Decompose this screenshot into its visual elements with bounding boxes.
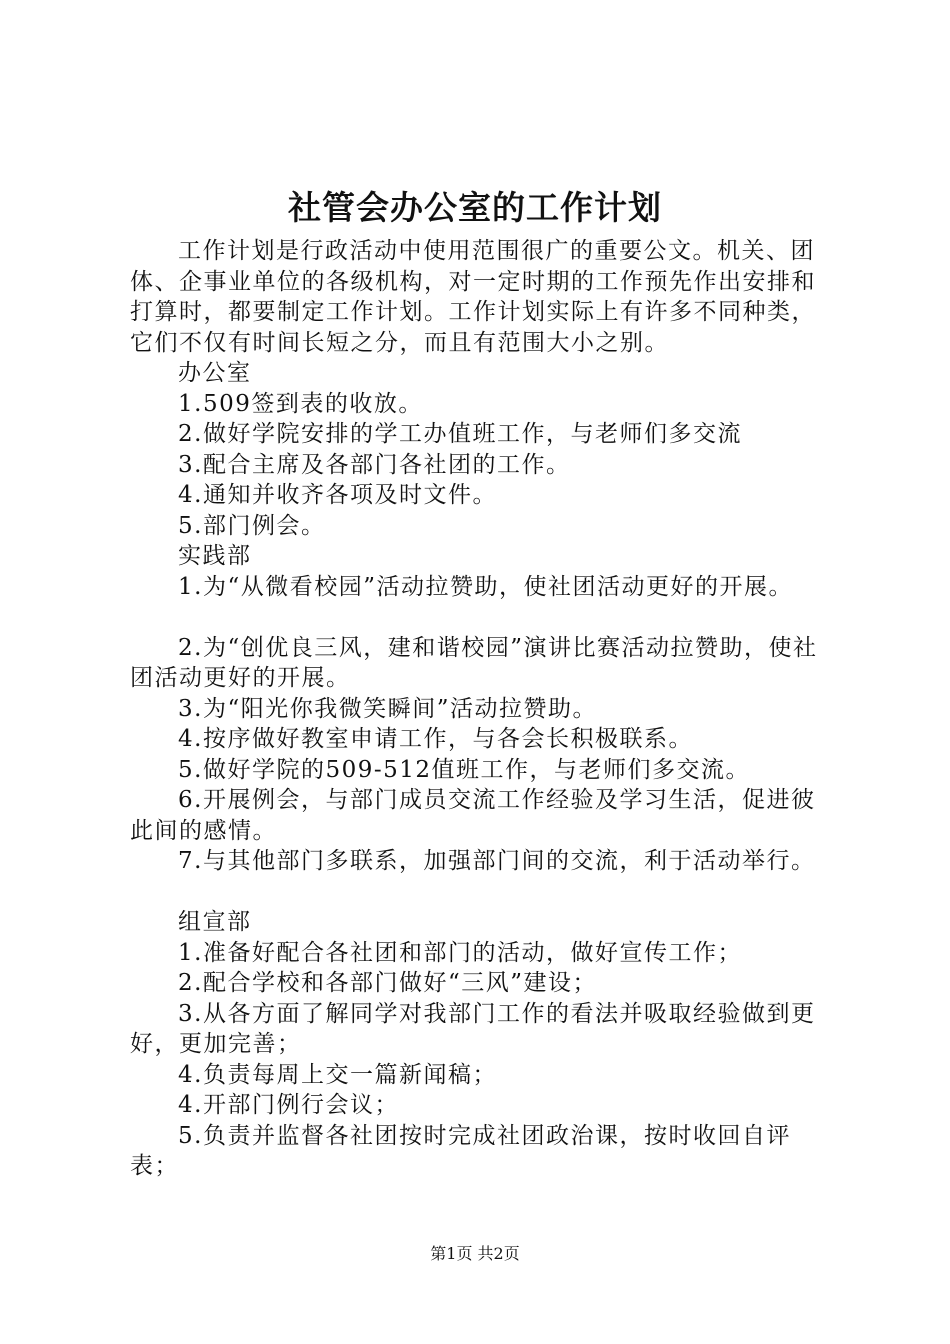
document-body <box>130 236 830 1182</box>
section-heading-publicity: 组宣部 <box>178 909 252 935</box>
section-heading-practice: 实践部 <box>178 543 252 569</box>
office-item-4: 4.通知并收齐各项及时文件。 <box>178 482 497 508</box>
publicity-item-5: 4.开部门例行会议； <box>178 1092 399 1118</box>
page-footer: 第1页 共2页 <box>430 1244 520 1263</box>
office-item-3: 3.配合主席及各部门各社团的工作。 <box>178 451 571 478</box>
publicity-item-6: 5.负责并监督各社团按时完成社团政治课，按时收回自评表； <box>130 1122 791 1179</box>
publicity-item-4: 4.负责每周上交一篇新闻稿； <box>178 1061 497 1088</box>
office-item-5: 5.部门例会。 <box>178 512 326 539</box>
intro-paragraph: 工作计划是行政活动中使用范围很广的重要公文。机关、团体、企事业单位的各级机构，对一定时期的工作预先作出安排和打算时，都要制定工作计划。工作计划实际上有许多不同种类，它们不仅有时间长短之分，而且有范围大小之别。 <box>130 238 816 356</box>
document-title: 社管会办公室的工作计划 <box>288 188 662 227</box>
publicity-item-1: 1.准备好配合各社团和部门的活动，做好宣传工作； <box>178 939 742 966</box>
practice-item-3: 3.为“阳光你我微笑瞬间”活动拉赞助。 <box>178 695 597 722</box>
office-item-1: 1.509签到表的收放。 <box>178 390 423 417</box>
practice-item-7: 7.与其他部门多联系，加强部门间的交流，利于活动举行。 <box>178 848 816 874</box>
paragraph-gap <box>130 877 830 908</box>
publicity-item-3: 3.从各方面了解同学对我部门工作的看法并吸取经验做到更好，更加完善； <box>130 1000 816 1057</box>
office-item-2: 2.做好学院安排的学工办值班工作，与老师们多交流 <box>178 421 742 447</box>
paragraph-gap <box>130 602 830 633</box>
practice-item-2: 2.为“创优良三风，建和谐校园”演讲比赛活动拉赞助，使社团活动更好的开展。 <box>130 634 818 691</box>
practice-item-5: 5.做好学院的509-512值班工作，与老师们多交流。 <box>178 756 751 783</box>
practice-item-4: 4.按序做好教室申请工作，与各会长积极联系。 <box>178 726 693 752</box>
practice-item-6: 6.开展例会，与部门成员交流工作经验及学习生活，促进彼此间的感情。 <box>130 787 816 844</box>
publicity-item-2: 2.配合学校和各部门做好“三风”建设； <box>178 970 597 996</box>
practice-item-1: 1.为“从微看校园”活动拉赞助，使社团活动更好的开展。 <box>178 573 793 600</box>
section-heading-office: 办公室 <box>178 360 252 386</box>
